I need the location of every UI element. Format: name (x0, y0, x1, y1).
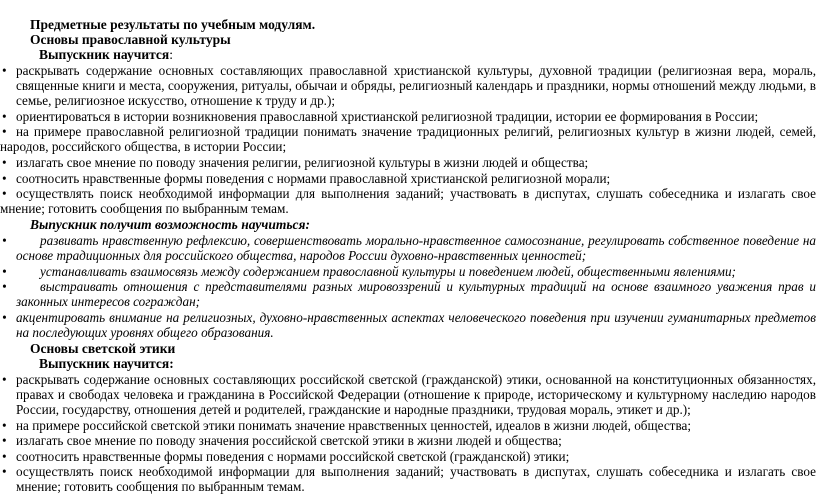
list-item (0, 109, 816, 124)
list-item (0, 233, 816, 263)
list-item-text: осуществлять поиск необходимой информации для выполнения заданий; участвовать в диспутах, слушать собеседника и излагать свое мнение; готовить сообщения по выбранным темам. (0, 186, 816, 217)
list-item (0, 155, 816, 170)
bullet-icon: • (2, 171, 7, 186)
list-item-text: на примере российской светской этики понимать значение нравственных ценностей, идеалов в жизни людей, общества; (16, 418, 692, 433)
list-item-text: развивать нравственную рефлексию, совершенствовать морально-нравственное самосознание, регулировать собственное поведение на основе традиционных для российского общества, народов России духовно-нравственных ценностей; (16, 233, 816, 264)
bullet-icon: • (2, 279, 7, 294)
list-item (0, 310, 816, 340)
heading-graduate-will-have-opportunity: Выпускник получит возможность научиться: (30, 217, 310, 232)
bullet-icon: • (2, 186, 7, 201)
heading-graduate-will-learn-1 (39, 47, 173, 62)
bullet-icon: • (2, 155, 7, 170)
heading-secular-ethics: Основы светской этики (30, 341, 176, 356)
bullet-icon: • (2, 124, 7, 139)
bullet-icon: • (2, 233, 7, 248)
list-item (0, 449, 816, 464)
heading-graduate-will-learn-1-text: Выпускник научится (39, 47, 170, 62)
list-item-text: осуществлять поиск необходимой информации для выполнения заданий; участвовать в диспутах, слушать собеседника и излагать свое мнение; готовить сообщения по выбранным темам. (16, 464, 816, 494)
list-item-text: устанавливать взаимосвязь между содержанием православной культуры и поведением людей, общественными явлениями; (40, 264, 736, 279)
list-item-text: на примере православной религиозной традиции понимать значение традиционных религий, религиозных культур в жизни людей, семей, народов, российского общества, в истории России; (0, 124, 816, 155)
list-item (0, 186, 816, 216)
list-item (0, 433, 816, 448)
list-item (0, 418, 816, 433)
heading-colon: : (169, 47, 173, 62)
heading-orthodox-culture: Основы православной культуры (30, 32, 231, 47)
heading-results: Предметные результаты по учебным модулям. (30, 17, 316, 32)
list-item (0, 372, 816, 418)
bullet-icon: • (2, 418, 7, 433)
list-item (0, 464, 816, 494)
list-item-text: акцентировать внимание на религиозных, духовно-нравственных аспектах человеческого поведения при изучении гуманитарных предметов на последующих уровнях общего образования. (16, 310, 816, 341)
bullet-icon: • (2, 264, 7, 279)
bullet-icon: • (2, 433, 7, 448)
list-item (0, 279, 816, 309)
list-item-text: раскрывать содержание основных составляющих российской светской (гражданской) этики, основанной на конституционных обязанностях, правах и свободах человека и гражданина в Российской Федерации (отношение к природе, историческому и культурному наследию народов России, государству, отношения детей и родителей, гражданские и народные праздники, трудовая мораль, этикет и др.); (16, 372, 816, 418)
list-item-text: излагать свое мнение по поводу значения российской светской этики в жизни людей и общества; (16, 433, 562, 448)
list-item-text: ориентироваться в истории возникновения православной христианской религиозной традиции, истории ее формирования в России; (16, 109, 759, 124)
heading-graduate-will-learn-2: Выпускник научится: (39, 356, 174, 371)
list-item-text: соотносить нравственные формы поведения с нормами российской светской (гражданской) этики; (16, 449, 570, 464)
bullet-icon: • (2, 449, 7, 464)
bullet-icon: • (2, 109, 7, 124)
bullet-icon: • (2, 310, 7, 325)
list-item-text: раскрывать содержание основных составляющих православной христианской культуры, духовной традиции (религиозная вера, мораль, священные книги и места, сооружения, ритуалы, обычаи и обряды, религиозный календарь и праздники, нормы отношений между людьми, в семье, религиозное искусство, отношение к труду и др.); (16, 63, 816, 109)
list-item-text: выстраивать отношения с представителями разных мировоззрений и культурных традиций на основе взаимного уважения прав и законных интересов сограждан; (16, 279, 816, 310)
list-item (0, 63, 816, 109)
list-item-text: излагать свое мнение по поводу значения религии, религиозной культуры в жизни людей и общества; (16, 155, 589, 170)
list-item (0, 264, 816, 279)
bullet-icon: • (2, 63, 7, 78)
list-item (0, 124, 816, 154)
bullet-icon: • (2, 464, 7, 479)
list-item (0, 171, 816, 186)
bullet-icon: • (2, 372, 7, 387)
list-item-text: соотносить нравственные формы поведения с нормами православной христианской религиозной морали; (16, 171, 611, 186)
